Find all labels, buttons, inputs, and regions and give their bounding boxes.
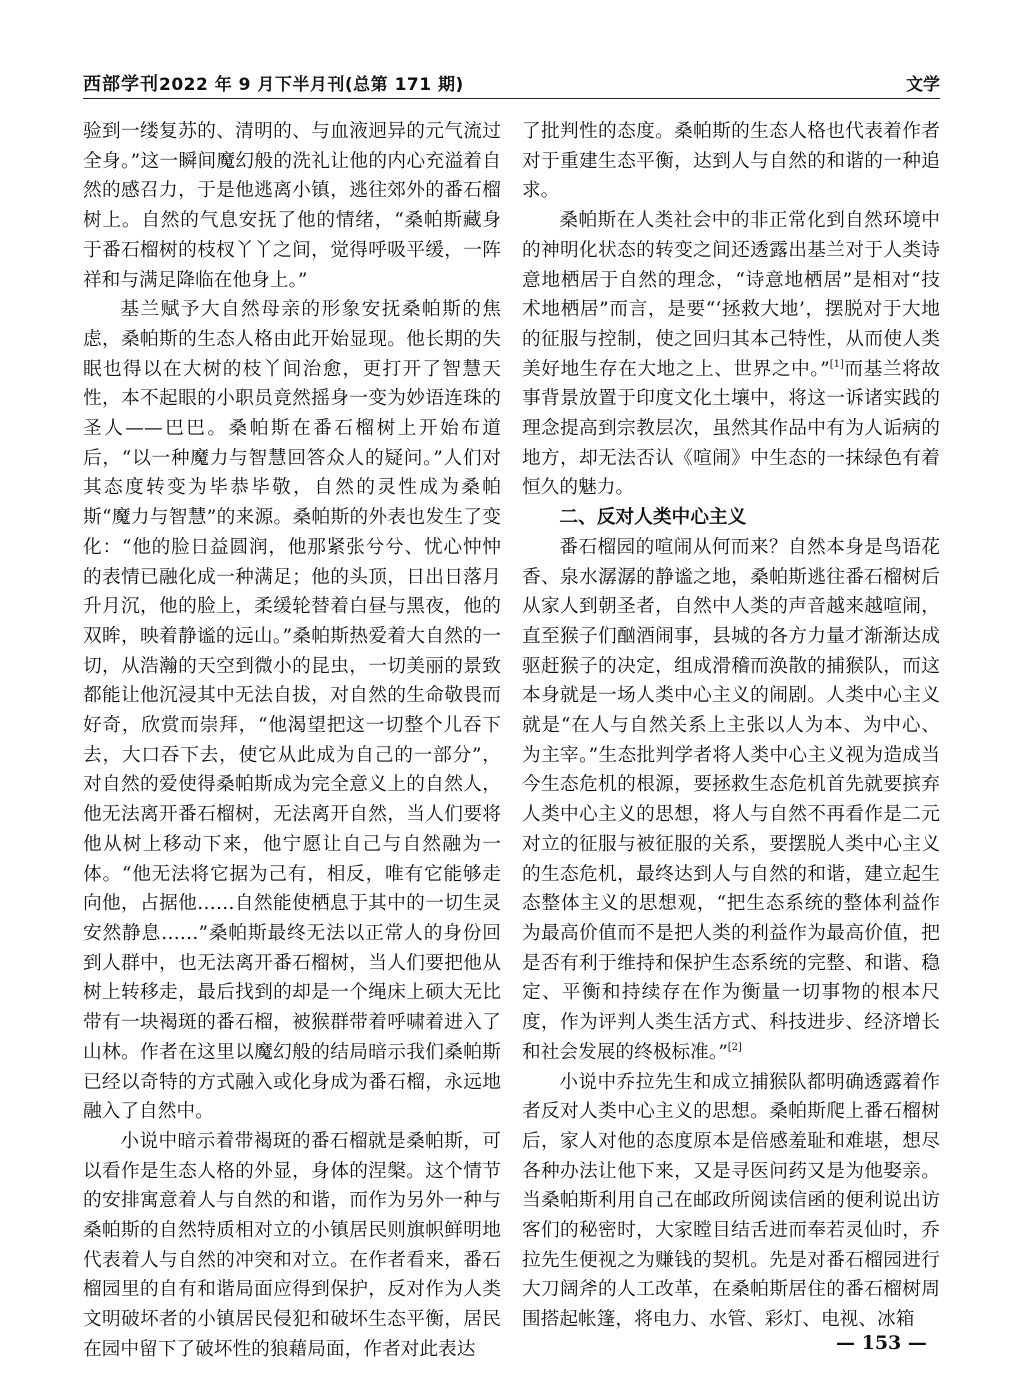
paragraph: 小说中暗示着带褐斑的番石榴就是桑帕斯，可以看作是生态人格的外显，身体的涅槃。这个情节的安排寓意着人与自然的和谐，而作为另外一种与桑帕斯的自然特质相对立的小镇居民则旗帜鲜明地代表着人与自然的冲突和对立。在作者看来，番石榴园里的自有和谐局面应得到保护，反对作为人类文明破坏者的小镇居民侵犯和破坏生态平衡，居民在园中留下了破坏性的狼藉局面，作者对此表达 bbox=[83, 1130, 501, 1360]
section-heading: 二、反对人类中心主义 bbox=[559, 507, 747, 529]
paragraph: 小说中乔拉先生和成立捕猴队都明确透露着作者反对人类中心主义的思想。桑帕斯爬上番石榴树后，家人对他的态度原本是倍感羞耻和难堪，想尽各种办法让他下来，又是寻医问药又是为他娶亲。当桑帕斯利用自己在邮政所阅读信函的便利说出访客们的秘密时，大家瞠目结舌进而奉若灵仙时，乔拉先生便视之为赚钱的契机。先是对番石榴园进行大刀阔斧的人工改革，在桑帕斯居住的番石榴树周围搭起帐篷，将电力、水管、彩灯、电视、冰箱 bbox=[522, 1071, 940, 1331]
paragraph-text: 桑帕斯在人类社会中的非正常化到自然环境中的神明化状态的转变之间还透露出基兰对于人类诗意地栖居于自然的理念，“诗意地栖居”是相对“技术地栖居”而言，是要“‘拯救大地’，摆脱对于大地的征服与控制，使之回归其本己特性，从而使人类美好地生存在大地之上、世界之中。” bbox=[522, 210, 940, 380]
right-column bbox=[522, 117, 940, 1335]
paragraph-text: 番石榴园的喧闹从何而来？自然本身是鸟语花香、泉水潺潺的静谧之地，桑帕斯逃往番石榴树后从家人到朝圣者，自然中人类的声音越来越喧闹，直至猴子们酗酒闹事，县城的各方力量才渐渐达成驱赶猴子的决定，组成滑稽而涣散的捕猴队，而这本身就是一场人类中心主义的闹剧。人类中心主义就是“在人与自然关系上主张以人为本、为中心、为主宰。”生态批判学者将人类中心主义视为造成当今生态危机的根源，要拯救生态危机首先就要摈弃人类中心主义的思想，将人与自然不再看作是二元对立的征服与被征服的关系，要摆脱人类中心主义的生态危机，最终达到人与自然的和谐，建立起生态整体主义的思想观，“把生态系统的整体利益作为最高价值而不是把人类的利益作为最高价值，把是否有利于维持和保护生态系统的完整、和谐、稳定、平衡和持续存在作为衡量一切事物的根本尺度，作为评判人类生活方式、科技进步、经济增长和社会发展的终极标准。” bbox=[522, 536, 940, 1063]
left-column bbox=[83, 117, 501, 1365]
journal-logo: 西部学刊 bbox=[83, 74, 159, 95]
citation-ref: [1] bbox=[829, 358, 844, 370]
citation-ref: [2] bbox=[727, 1041, 742, 1053]
header-left bbox=[83, 70, 464, 96]
page-number: — 153 — bbox=[836, 1332, 927, 1354]
header-rule bbox=[83, 98, 940, 99]
issue-info: 2022 年 9 月下半月刊(总第 171 期) bbox=[159, 75, 464, 95]
paragraph bbox=[522, 206, 940, 503]
paragraph: 基兰赋予大自然母亲的形象安抚桑帕斯的焦虑，桑帕斯的生态人格由此开始显现。他长期的失眠也得以在大树的枝丫间治愈，更打开了智慧天性，本不起眼的小职员竟然摇身一变为妙语连珠的圣人——巴巴。桑帕斯在番石榴树上开始布道后，“以一种魔力与智慧回答众人的疑问。”人们对其态度转变为毕恭毕敬，自然的灵性成为桑帕斯“魔力与智慧”的来源。桑帕斯的外表也发生了变化：“他的脸日益圆润，他那紧张兮兮、忧心忡忡的表情已融化成一种满足；他的头顶，日出日落月升月沉，他的脸上，柔缓轮替着白昼与黑夜，他的双眸，映着静谧的远山。”桑帕斯热爱着大自然的一切，从浩瀚的天空到微小的昆虫，一切美丽的景致都能让他沉浸其中无法自拔，对自然的生命敬畏而好奇，欣赏而崇拜，“他渴望把这一切整个儿吞下去，大口吞下去，使它从此成为自己的一部分”，对自然的爱使得桑帕斯成为完全意义上的自然人，他无法离开番石榴树，无法离开自然，当人们要将他从树上移动下来，他宁愿让自己与自然融为一体。“他无法将它据为己有，相反，唯有它能够走向他，占据他……自然能使栖息于其中的一切生灵安然静息……”桑帕斯最终无法以正常人的身份回到人群中，也无法离开番石榴树，当人们要把他从树上转移走，最后找到的却是一个绳床上硕大无比带有一块褐斑的番石榴，被猴群带着呼啸着进入了山林。作者在这里以魔幻般的结局暗示我们桑帕斯已经以奇特的方式融入或化身成为番石榴，永远地融入了自然中。 bbox=[83, 299, 501, 1123]
paragraph bbox=[522, 533, 940, 1068]
paragraph: 验到一缕复苏的、清明的、与血液迥异的元气流过全身。”这一瞬间魔幻般的洗礼让他的内心充溢着自然的感召力，于是他逃离小镇，逃往郊外的番石榴树上。自然的气息安抚了他的情绪，“桑帕斯藏身于番石榴树的枝杈丫丫之间，觉得呼吸平缓，一阵祥和与满足降临在他身上。” bbox=[83, 121, 501, 291]
paragraph: 了批判性的态度。桑帕斯的生态人格也代表着作者对于重建生态平衡，达到人与自然的和谐的一种追求。 bbox=[522, 121, 940, 202]
running-header bbox=[83, 66, 940, 96]
paragraph-text: 而基兰将故事背景放置于印度文化土壤中，将这一诉诸实践的理念提高到宗教层次，虽然其作品中有为人诟病的地方，却无法否认《喧闹》中生态的一抹绿色有着恒久的魅力。 bbox=[522, 358, 940, 499]
section-label: 文学 bbox=[906, 75, 940, 95]
